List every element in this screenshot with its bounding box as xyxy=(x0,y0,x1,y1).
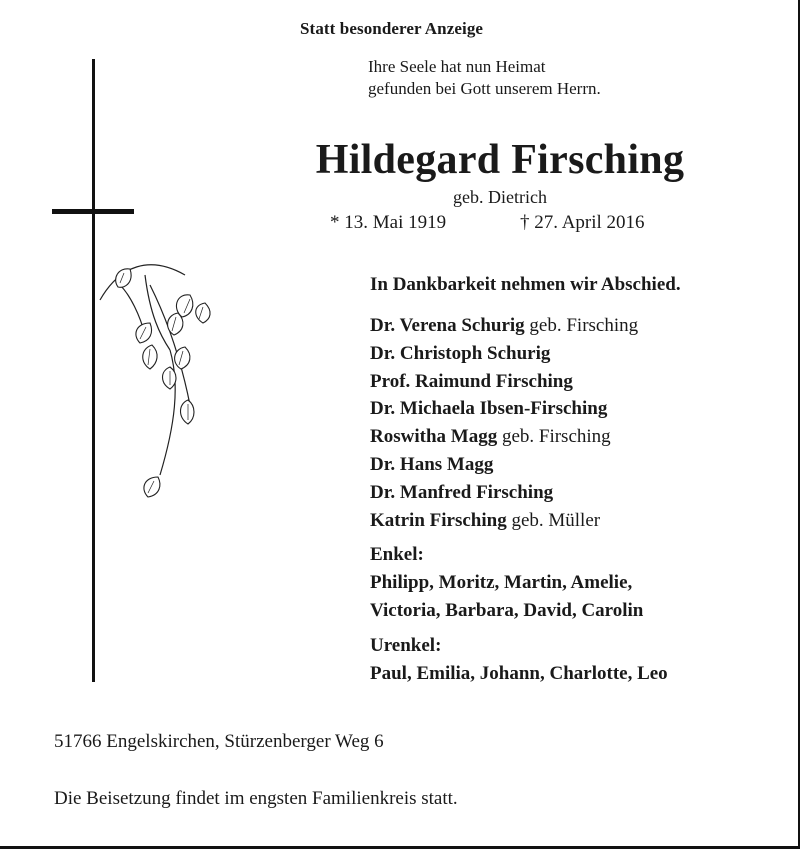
section-label: Urenkel: xyxy=(370,635,442,656)
grandchildren-section xyxy=(370,541,643,625)
section-line: Victoria, Barbara, David, Carolin xyxy=(370,600,644,621)
deceased-name: Hildegard Firsching xyxy=(315,137,685,183)
maiden-name: geb. Dietrich xyxy=(453,187,547,207)
list-item xyxy=(370,395,638,423)
birch-branch-icon xyxy=(90,255,230,505)
mourner-name: Dr. Manfred Firsching xyxy=(370,481,554,503)
burial-note: Die Beisetzung findet im engsten Familienkreis statt. xyxy=(54,788,458,809)
closing-line: In Dankbarkeit nehmen wir Abschied. xyxy=(370,274,681,295)
mourner-name: Dr. Michaela Ibsen-Firsching xyxy=(370,398,608,420)
cross-bar xyxy=(52,209,134,214)
section-line: Philipp, Moritz, Martin, Amelie, xyxy=(370,572,633,593)
mourner-name: Dr. Verena Schurig xyxy=(370,315,525,336)
mourner-list xyxy=(370,312,638,534)
great-grandchildren-section xyxy=(370,632,668,688)
mourner-name: Roswitha Magg xyxy=(370,426,498,448)
notice-header: Statt besonderer Anzeige xyxy=(300,19,484,38)
mourner-name: Katrin Firsching xyxy=(370,509,507,531)
address: 51766 Engelskirchen, Stürzenberger Weg 6 xyxy=(54,731,384,752)
verse-line: gefunden bei Gott unserem Herrn. xyxy=(368,79,601,98)
list-item xyxy=(370,507,638,535)
mourner-name: Dr. Christoph Schurig xyxy=(370,342,551,364)
mourner-name: Prof. Raimund Firsching xyxy=(370,370,573,392)
mourner-suffix: geb. Müller xyxy=(506,509,601,531)
list-item xyxy=(370,451,638,479)
list-item xyxy=(370,340,638,368)
death-date: † 27. April 2016 xyxy=(520,212,645,233)
list-item xyxy=(370,368,638,396)
list-item xyxy=(370,423,638,451)
mourner-suffix: geb. Firsching xyxy=(497,426,611,448)
mourner-name: Dr. Hans Magg xyxy=(370,453,494,475)
mourner-suffix: geb. Firsching xyxy=(524,315,639,336)
verse xyxy=(368,56,601,100)
list-item xyxy=(370,479,638,507)
section-line: Paul, Emilia, Johann, Charlotte, Leo xyxy=(370,663,668,684)
section-label: Enkel: xyxy=(370,544,424,565)
birth-date: * 13. Mai 1919 xyxy=(330,212,447,233)
verse-line: Ihre Seele hat nun Heimat xyxy=(368,57,546,76)
list-item xyxy=(370,312,638,340)
